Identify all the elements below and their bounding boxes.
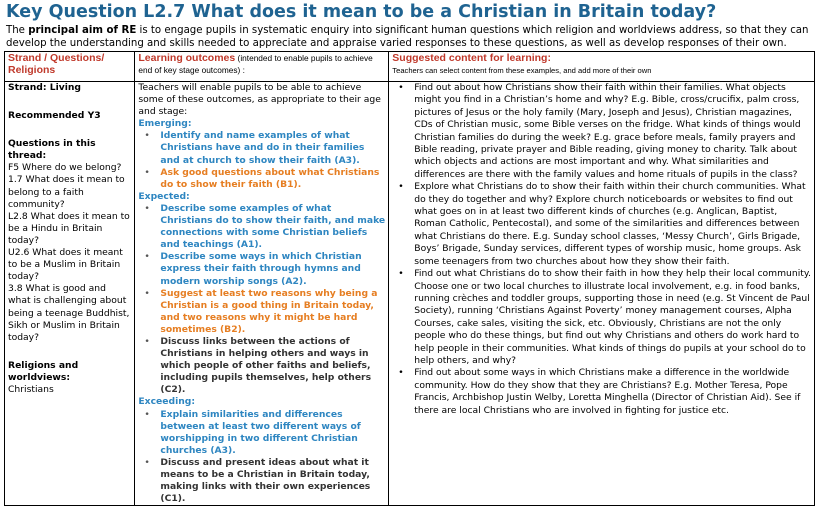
expected-list xyxy=(138,203,385,397)
bullet-icon: • xyxy=(144,456,150,468)
questions-heading: Questions in this thread: xyxy=(8,138,96,162)
bullet-icon: • xyxy=(398,82,404,93)
outcome-item xyxy=(138,457,385,505)
outcome-item xyxy=(138,251,385,287)
expected-label: Expected: xyxy=(138,190,190,202)
question-item: 1.7 What does it mean to belong to a faith community? xyxy=(8,174,125,210)
question-item: F5 Where do we belong? xyxy=(8,162,122,174)
header-lo-note: (intended to enable pupils to achieve end of key stage outcomes) : xyxy=(138,53,373,75)
strand-label: Strand: Living xyxy=(8,82,81,93)
outcome-text: Discuss links between the actions of Christians in helping others and ways in which people of other faiths and beliefs, including pupils themselves, help others (C2). xyxy=(160,335,372,396)
aim-text: is to engage pupils in systematic enquiry into significant human questions which religion and worldviews address, so that they can develop the understanding and skills needed to appreciate and appraise varied responses to these questions, as well as develop responses of their own. xyxy=(6,25,809,49)
bullet-icon: • xyxy=(144,287,150,299)
outcomes-intro: Teachers will enable pupils to be able to achieve some of these outcomes, as appropriate to their age and stage: xyxy=(138,82,381,118)
content-row xyxy=(5,82,815,506)
content-text: Find out about some ways in which Christians make a difference in the worldwide community. How do they show that they are Christians? E.g. Mother Teresa, Pope Francis, Archbishop Justin Welby, Loretta Minghella (Director of Christian Aid). See if there are local Christians who are involved in fighting for justice etc. xyxy=(414,367,801,416)
outcome-item xyxy=(138,130,385,166)
aim-prefix: The xyxy=(6,25,29,36)
bullet-icon: • xyxy=(144,202,150,214)
header-learning-outcomes xyxy=(135,52,389,82)
bullet-icon: • xyxy=(398,181,404,193)
suggested-content-cell xyxy=(389,82,815,506)
bullet-icon: • xyxy=(144,251,150,263)
outcome-text: Identify and name examples of what Christians have and do in their families and at church to show their faith (A3). xyxy=(160,130,365,166)
bullet-icon: • xyxy=(144,335,150,347)
content-list xyxy=(392,82,811,417)
content-text: Find out about how Christians show their faith within their families. What objects might you find in a Christian’s home and why? E.g. Bible, cross/crucifix, palm cross, pictures of Jesus or the holy family (Mary, Joseph and Jesus), Christian magazines, CDs of Christian music, some Bible verses on the fridge. What kinds of things would Christian families do during the week? E.g. grace before meals, family prayers and Bible reading, private prayer and Bible reading, giving money to charity. Talk about which objects and actions are most important and why. What similarities and differences are there with the family values and home rituals of pupils in the class? xyxy=(414,82,801,180)
content-item xyxy=(392,82,811,181)
header-suggested-content xyxy=(389,52,815,82)
bullet-icon: • xyxy=(398,268,404,280)
content-item xyxy=(392,367,811,417)
emerging-label: Emerging: xyxy=(138,118,192,130)
header-strand: Strand / Questions/ Religions xyxy=(5,52,135,82)
header-row xyxy=(5,52,815,82)
emerging-list xyxy=(138,130,385,190)
outcome-text: Suggest at least two reasons why being a Christian is a good thing in Britain today, and two reasons why it might be hard sometimes (B2). xyxy=(160,287,378,335)
outcome-text: Describe some ways in which Christian express their faith through hymns and modern worship songs (A2). xyxy=(160,251,362,287)
exceeding-list xyxy=(138,409,385,506)
header-sc-note: Teachers can select content from these examples, and add more of their own xyxy=(392,66,652,75)
content-text: Find out what Christians do to show their faith in how they help their local community. Choose one or two local churches to illustrate local involvement, e.g. in food banks, running crèches and toddler groups, supporting those in need (e.g. St Vincent de Paul Society), running ‘Christians Against Poverty’ money management courses, Alpha Courses, cake sales, visiting the sick, etc. Obviously, Christians are not the only people who do these things, but find out why Christians and others do work hard to help people in their communities. What kinds of things do pupils at your school do to help others, and why? xyxy=(414,268,811,366)
outcome-item xyxy=(138,288,385,336)
outcome-item xyxy=(138,336,385,396)
religions-value: Christians xyxy=(8,383,54,395)
header-lo-title: Learning outcomes xyxy=(138,52,236,64)
question-item: U2.6 What does it meant to be a Muslim in Britain today? xyxy=(8,247,123,283)
aim-bold: principal aim of RE xyxy=(28,25,137,36)
bullet-icon: • xyxy=(144,130,150,142)
content-table xyxy=(4,51,815,506)
outcome-item xyxy=(138,203,385,251)
outcome-text: Ask good questions about what Christians do to show their faith (B1). xyxy=(160,166,380,190)
learning-outcomes-cell xyxy=(135,82,389,506)
page-title: Key Question L2.7 What does it mean to be a Christian in Britain today? xyxy=(6,2,717,22)
principal-aim xyxy=(6,24,815,50)
content-item xyxy=(392,181,811,268)
exceeding-label: Exceeding: xyxy=(138,396,196,408)
header-sc-title: Suggested content for learning: xyxy=(392,52,551,64)
outcome-item xyxy=(138,167,385,191)
question-item: 3.8 What is good and what is challenging about being a teenage Buddhist, Sikh or Muslim in Britain today? xyxy=(8,283,130,343)
bullet-icon: • xyxy=(398,367,404,379)
question-item: L2.8 What does it mean to be a Hindu in Britain today? xyxy=(8,210,130,246)
outcome-text: Explain similarities and differences between at least two different ways of worshipping in two different Christian churches (A3). xyxy=(160,408,361,456)
content-text: Explore what Christians do to show their faith within their church communities. What do they do together and why? Explore church noticeboards or websites to find out what goes on in at least two different kinds of churches (e.g. Anglican, Baptist, Roman Catholic, Pentecostal), and some of the similarities and differences between what Christians do there. E.g. Sunday school classes, ‘Messy Church’, Girls Brigade, Boys’ Brigade, Sunday services, different types of worship music, home groups. Ask some teenagers from two churches about how they show their faith. xyxy=(414,181,806,267)
outcome-text: Discuss and present ideas about what it means to be a Christian in Britain today, making links with their own experiences (C1). xyxy=(160,456,371,505)
recommended-label: Recommended Y3 xyxy=(8,110,101,122)
religions-heading: Religions and worldviews: xyxy=(8,359,79,383)
content-item xyxy=(392,268,811,367)
bullet-icon: • xyxy=(144,166,150,178)
outcome-text: Describe some examples of what Christians do to show their faith, and make connections with some Christian beliefs and teachings (A1). xyxy=(160,202,386,251)
questions-list xyxy=(8,162,131,343)
bullet-icon: • xyxy=(144,408,150,420)
outcome-item xyxy=(138,409,385,457)
strand-cell xyxy=(5,82,135,506)
